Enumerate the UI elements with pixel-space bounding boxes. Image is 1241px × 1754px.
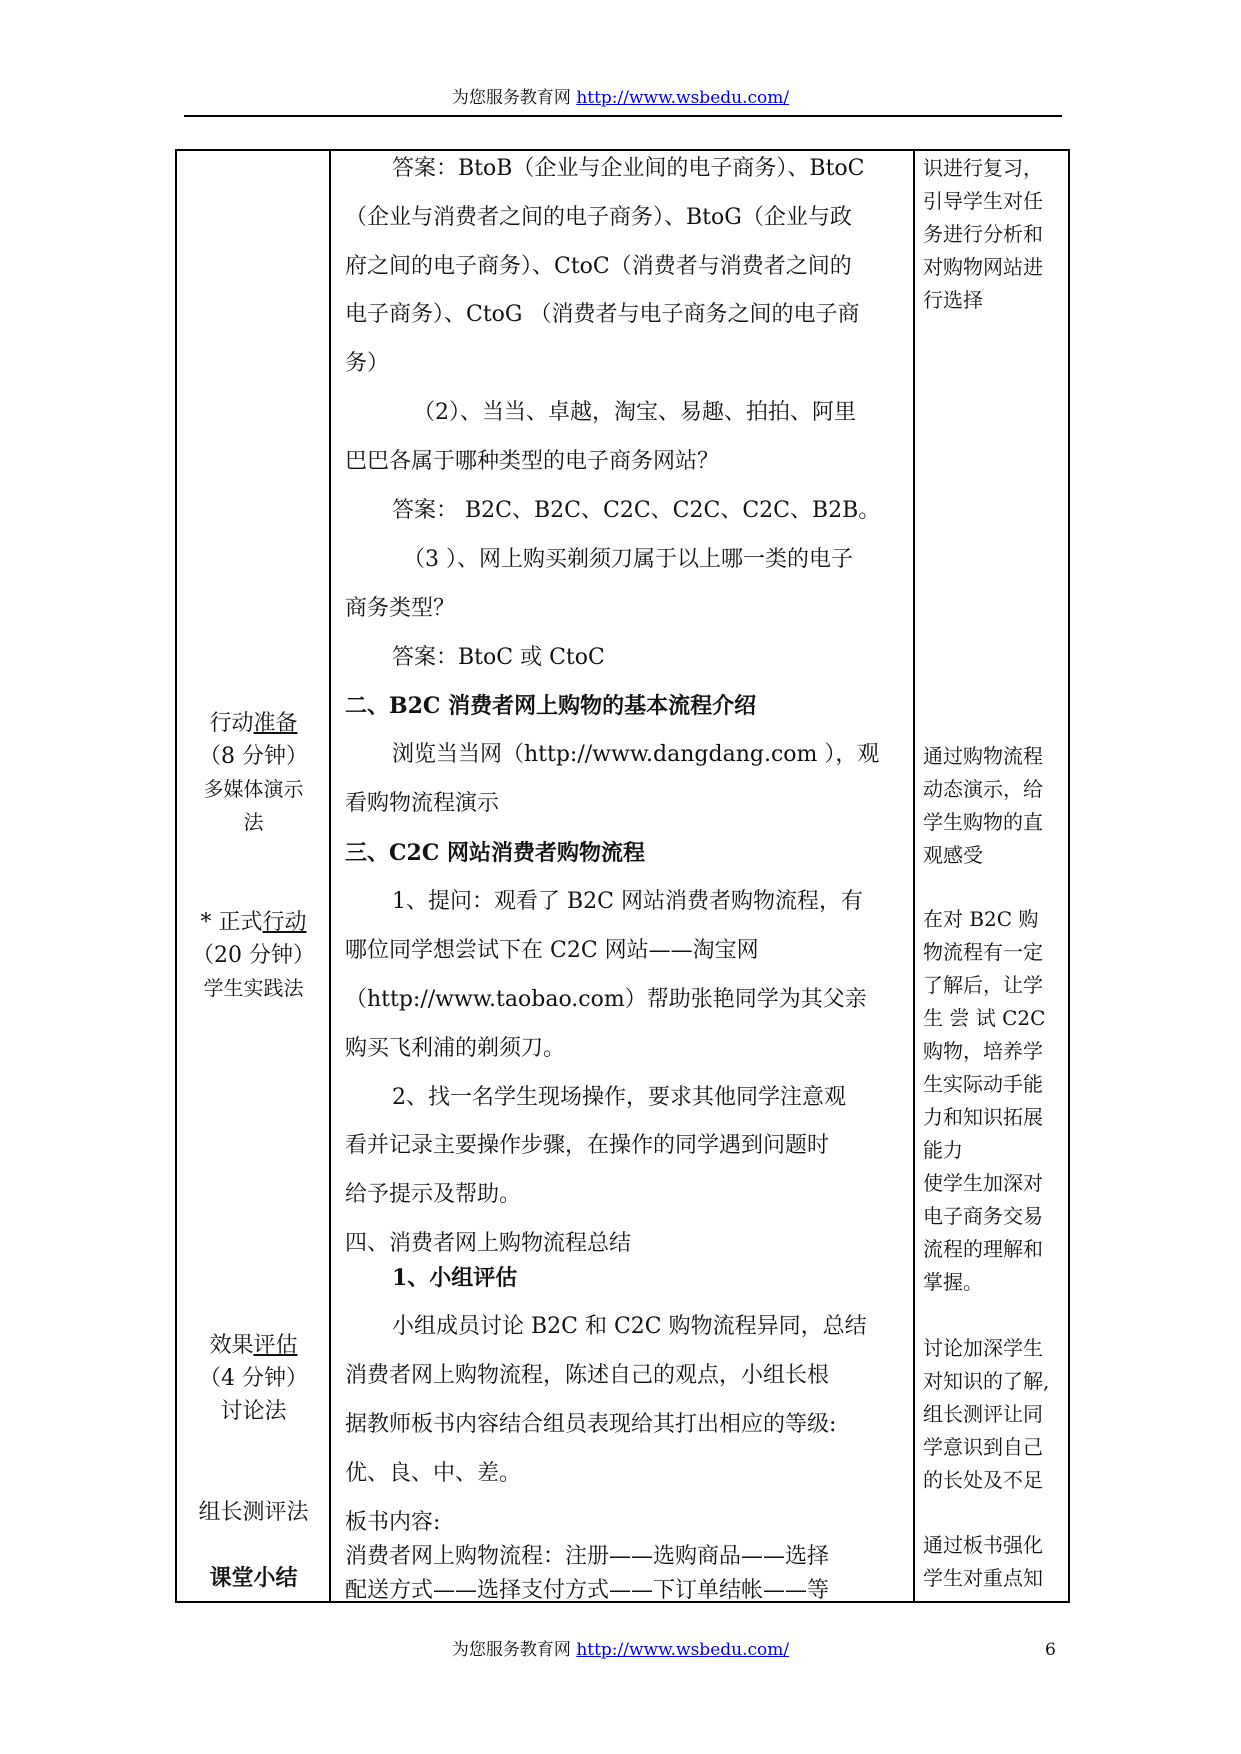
main-line: 商务类型？ — [345, 596, 456, 621]
stage-action-prep: 行动准备 — [209, 711, 298, 736]
main-line: 浏览当当网（http://www.dangdang.com ），观 — [392, 742, 880, 767]
main-line: 配送方式——选择支付方式——下订单结帐——等 — [345, 1578, 830, 1603]
section-heading: 四、消费者网上购物流程总结 — [345, 1231, 632, 1256]
note-line: 引导学生对任 — [923, 189, 1043, 213]
main-line: 看并记录主要操作步骤，在操作的同学遇到问题时 — [345, 1133, 830, 1158]
column-divider-right — [913, 149, 915, 1603]
note-line: 流程的理解和 — [923, 1237, 1043, 1261]
main-line: 答案：BtoC 或 CtoC — [392, 645, 605, 670]
main-line: 务） — [345, 351, 390, 376]
note-line: 学生购物的直 — [923, 810, 1043, 834]
header-site-name: 为您服务教育网 — [451, 88, 571, 108]
page-number: 6 — [1045, 1640, 1056, 1660]
stage-evaluation: 效果评估 — [209, 1333, 298, 1358]
sub-heading: 1、小组评估 — [392, 1265, 518, 1291]
note-line: 通过购物流程 — [923, 744, 1043, 768]
note-line: 组长测评让同 — [923, 1402, 1043, 1426]
main-line: 府之间的电子商务）、CtoC（消费者与消费者之间的 — [345, 254, 852, 279]
note-line: 行选择 — [923, 288, 983, 312]
header-link[interactable]: http://www.wsbedu.com/ — [576, 88, 790, 108]
note-line: 动态演示，给 — [923, 777, 1043, 801]
note-line: 掌握。 — [923, 1270, 983, 1294]
main-line: （3 ）、网上购买剃须刀属于以上哪一类的电子 — [403, 547, 853, 572]
main-line: 据教师板书内容结合组员表现给其打出相应的等级: — [345, 1412, 837, 1437]
main-line: 优、良、中、差。 — [345, 1461, 522, 1486]
main-line: 给予提示及帮助。 — [345, 1182, 522, 1207]
main-line: 购买飞利浦的剃须刀。 — [345, 1036, 566, 1061]
stage-evaluation-method: 讨论法 — [220, 1399, 287, 1424]
note-line: 对知识的了解, — [923, 1369, 1050, 1393]
main-line: 小组成员讨论 B2C 和 C2C 购物流程异同，总结 — [392, 1314, 867, 1339]
note-line: 物流程有一定 — [923, 940, 1043, 964]
main-line: 1、提问：观看了 B2C 网站消费者购物流程，有 — [392, 889, 863, 914]
header-rule — [184, 115, 1062, 117]
note-line: 生 尝 试 C2C — [923, 1006, 1046, 1030]
main-line: 巴巴各属于哪种类型的电子商务网站？ — [345, 449, 720, 474]
stage-formal-action: * 正式行动 — [200, 910, 307, 935]
main-line: 电子商务）、CtoG （消费者与电子商务之间的电子商 — [345, 302, 860, 327]
note-line: 务进行分析和 — [923, 222, 1043, 246]
section-heading: 二、B2C 消费者网上购物的基本流程介绍 — [345, 693, 757, 719]
note-line: 学生对重点知 — [923, 1566, 1043, 1590]
main-line: 消费者网上购物流程，陈述自己的观点，小组长根 — [345, 1363, 830, 1388]
note-line: 的长处及不足 — [923, 1468, 1043, 1492]
main-line: 哪位同学想尝试下在 C2C 网站——淘宝网 — [345, 938, 759, 963]
main-line: 2、找一名学生现场操作，要求其他同学注意观 — [392, 1085, 846, 1110]
note-line: 通过板书强化 — [923, 1533, 1043, 1557]
note-line: 能力 — [923, 1138, 963, 1162]
stage-summary: 课堂小结 — [209, 1565, 298, 1591]
stage-evaluation-time: （4 分钟） — [199, 1366, 308, 1391]
main-line: 看购物流程演示 — [345, 791, 500, 816]
stage-formal-action-time: （20 分钟） — [192, 943, 315, 968]
note-line: 力和知识拓展 — [923, 1105, 1043, 1129]
section-heading: 三、C2C 网站消费者购物流程 — [345, 840, 645, 866]
footer-link[interactable]: http://www.wsbedu.com/ — [576, 1640, 790, 1660]
note-line: 对购物网站进 — [923, 255, 1043, 279]
note-line: 识进行复习， — [923, 156, 1043, 180]
note-line: 观感受 — [923, 843, 983, 867]
note-line: 在对 B2C 购 — [923, 907, 1039, 931]
page-header — [0, 88, 1241, 108]
note-line: 学意识到自己 — [923, 1435, 1043, 1459]
stage-leader-evaluation: 组长测评法 — [198, 1500, 309, 1525]
footer-site-name: 为您服务教育网 — [451, 1640, 571, 1660]
main-line: （2）、当当、卓越，淘宝、易趣、拍拍、阿里 — [413, 400, 856, 425]
stage-action-prep-method: 多媒体演示 — [203, 777, 304, 801]
note-line: 购物，培养学 — [923, 1039, 1043, 1063]
note-line: 了解后，让学 — [923, 973, 1043, 997]
main-line: （企业与消费者之间的电子商务）、BtoG（企业与政 — [345, 205, 852, 230]
note-line: 使学生加深对 — [923, 1171, 1043, 1195]
main-line: 答案：BtoB（企业与企业间的电子商务）、BtoC — [392, 156, 865, 181]
main-line: 答案： B2C、B2C、C2C、C2C、C2C、B2B。 — [392, 498, 881, 523]
main-line: （http://www.taobao.com）帮助张艳同学为其父亲 — [345, 987, 867, 1012]
note-line: 生实际动手能 — [923, 1072, 1043, 1096]
main-line: 板书内容: — [345, 1510, 441, 1535]
stage-formal-action-method: 学生实践法 — [203, 976, 304, 1000]
note-line: 讨论加深学生 — [923, 1336, 1043, 1360]
stage-action-prep-method-cont: 法 — [243, 810, 264, 834]
main-line: 消费者网上购物流程：注册——选购商品——选择 — [345, 1544, 830, 1569]
stage-action-prep-time: （8 分钟） — [199, 744, 308, 769]
note-line: 电子商务交易 — [923, 1204, 1043, 1228]
